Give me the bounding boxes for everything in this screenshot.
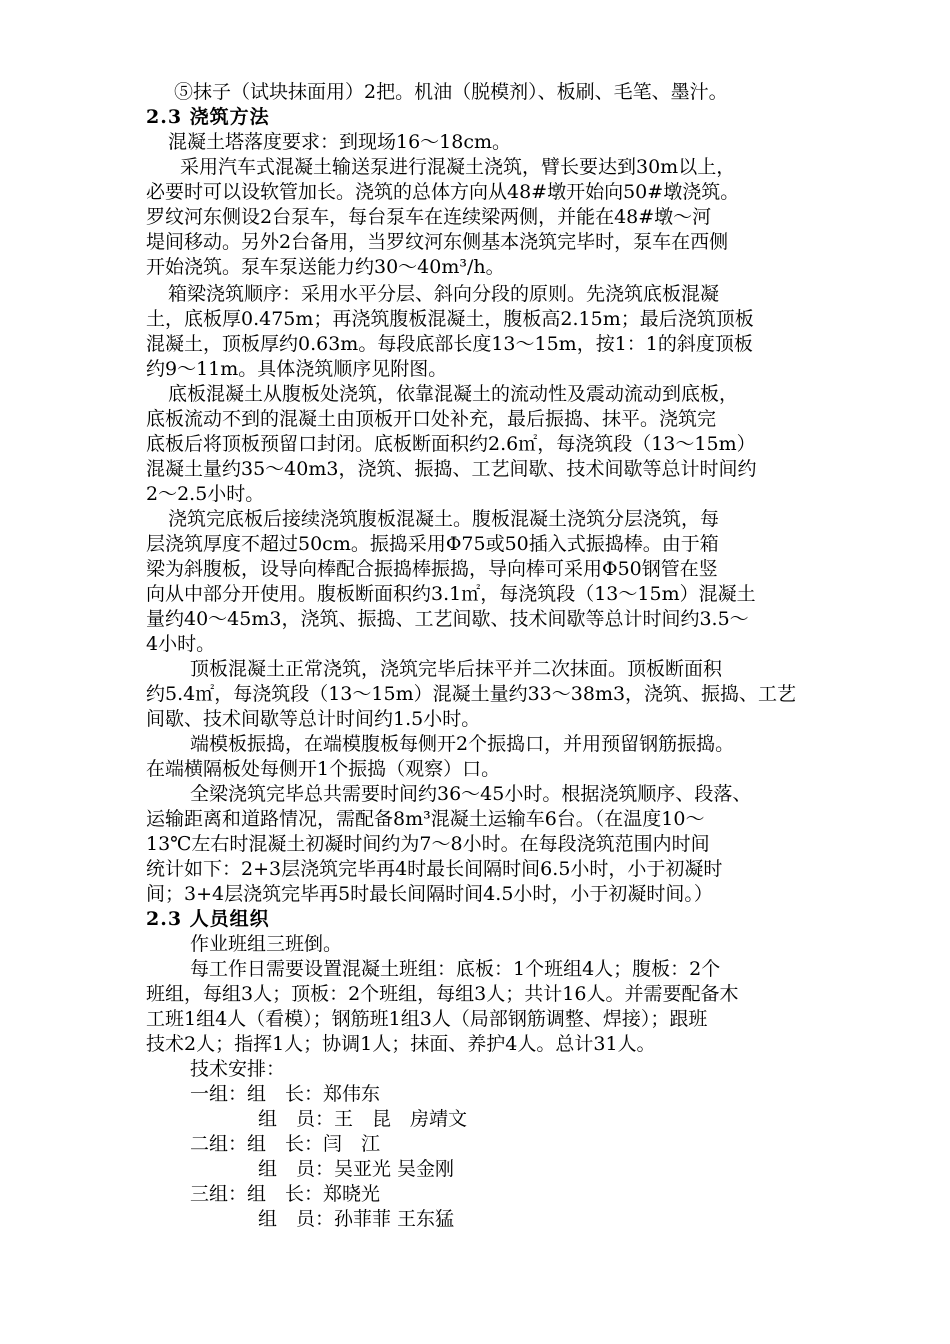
paragraph-line: 混凝土塔落度要求：到现场16～18cm。 [168,131,512,153]
paragraph-line: 必要时可以设软管加长。浇筑的总体方向从48#墩开始向50#墩浇筑。 [146,181,740,203]
group-one-members: 组 员：王 昆 房靖文 [258,1108,468,1130]
paragraph-line: 工班1组4人（看模）；钢筋班1组3人（局部钢筋调整、焊接）；跟班 [146,1008,708,1030]
group-two-members: 组 员：吴亚光 吴金刚 [258,1158,455,1180]
paragraph-line: 间歇、技术间歇等总计时间约1.5小时。 [146,708,481,730]
paragraph-line: 2～2.5小时。 [146,483,265,505]
paragraph-line: 技术2人；指挥1人；协调1人；抹面、养护4人。总计31人。 [146,1033,656,1055]
paragraph-line: 混凝土，顶板厚约0.63m。每段底部长度13～15m，按1：1的斜度顶板 [146,333,753,355]
section-heading-staffing: 2.3 人员组织 [146,908,270,930]
group-three-members: 组 员：孙菲菲 王东猛 [258,1208,455,1230]
paragraph-line: 运输距离和道路情况，需配备8m³混凝土运输车6台。（在温度10～ [146,808,705,830]
paragraph-line: 底板流动不到的混凝土由顶板开口处补充，最后振捣、抹平。浇筑完 [146,408,717,430]
paragraph-line: 采用汽车式混凝土输送泵进行混凝土浇筑，臂长要达到30m以上， [180,156,736,178]
paragraph-line: 顶板混凝土正常浇筑，浇筑完毕后抹平并二次抹面。顶板断面积 [190,658,723,680]
paragraph-line: 在端横隔板处每侧开1个振捣（观察）口。 [146,758,501,780]
paragraph-line: 量约40～45m3，浇筑、振捣、工艺间歇、技术间歇等总计时间约3.5～ [146,608,749,630]
paragraph-line: 全梁浇筑完毕总共需要时间约36～45小时。根据浇筑顺序、段落、 [190,783,752,805]
group-one-leader: 一组：组 长：郑伟东 [190,1083,381,1105]
paragraph-line: 梁为斜腹板，设导向棒配合振捣棒振捣，导向棒可采用Φ50钢管在竖 [146,558,718,580]
paragraph-line: 约9～11m。具体浇筑顺序见附图。 [146,358,448,380]
paragraph-line: 层浇筑厚度不超过50cm。振捣采用Φ75或50插入式振捣棒。由于箱 [146,533,719,555]
paragraph-line: 作业班组三班倒。 [190,933,343,955]
paragraph-line: 统计如下：2+3层浇筑完毕再4时最长间隔时间6.5小时，小于初凝时 [146,858,723,880]
paragraph-line: 向从中部分开使用。腹板断面积约3.1㎡，每浇筑段（13～15m）混凝土 [146,583,756,605]
paragraph-line: 4小时。 [146,633,216,655]
paragraph-line: 13℃左右时混凝土初凝时间约为7～8小时。在每段浇筑范围内时间 [146,833,710,855]
tools-list-item: ⑤抹子（试块抹面用）2把。机油（脱模剂）、板刷、毛笔、墨汁。 [174,81,728,103]
paragraph-line: 箱梁浇筑顺序：采用水平分层、斜向分段的原则。先浇筑底板混凝 [168,283,720,305]
paragraph-line: 浇筑完底板后接续浇筑腹板混凝土。腹板混凝土浇筑分层浇筑，每 [168,508,720,530]
paragraph-line: 开始浇筑。泵车泵送能力约30～40m³/h。 [146,256,505,278]
paragraph-line: 土，底板厚0.475m；再浇筑腹板混凝土，腹板高2.15m；最后浇筑顶板 [146,308,754,330]
paragraph-line: 混凝土量约35～40m3，浇筑、振捣、工艺间歇、技术间歇等总计时间约 [146,458,757,480]
section-heading-pouring-method: 2.3 浇筑方法 [146,106,270,128]
paragraph-line: 班组，每组3人；顶板：2个班组，每组3人；共计16人。并需要配备木 [146,983,739,1005]
paragraph-line: 端模板振捣，在端模腹板每侧开2个振捣口，并用预留钢筋振捣。 [190,733,735,755]
paragraph-line: 间；3+4层浇筑完毕再5时最长间隔时间4.5小时，小于初凝时间。） [146,883,713,905]
paragraph-line: 每工作日需要设置混凝土班组：底板：1个班组4人；腹板：2个 [190,958,721,980]
paragraph-line: 约5.4㎡，每浇筑段（13～15m）混凝土量约33～38m3，浇筑、振捣、工艺 [146,683,797,705]
paragraph-line: 底板混凝土从腹板处浇筑，依靠混凝土的流动性及震动流动到底板， [168,383,739,405]
paragraph-line: 底板后将顶板预留口封闭。底板断面积约2.6㎡，每浇筑段（13～15m） [146,433,756,455]
paragraph-line: 罗纹河东侧设2台泵车，每台泵车在连续梁两侧，并能在48#墩～河 [146,206,712,228]
paragraph-line: 堤间移动。另外2台备用，当罗纹河东侧基本浇筑完毕时，泵车在西侧 [146,231,729,253]
technical-arrangement-label: 技术安排： [190,1058,286,1080]
group-three-leader: 三组：组 长：郑晓光 [190,1183,381,1205]
group-two-leader: 二组：组 长：闫 江 [190,1133,381,1155]
